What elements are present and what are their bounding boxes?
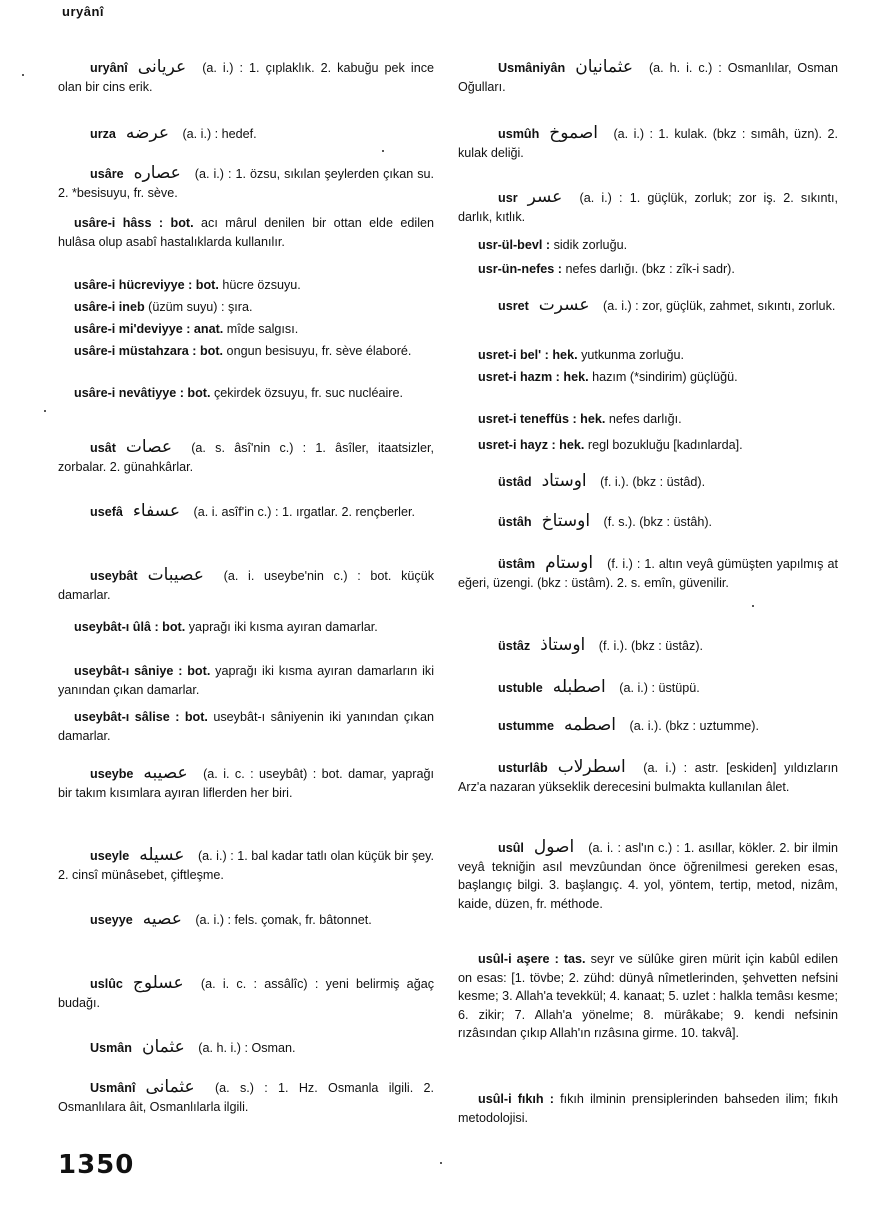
dictionary-entry <box>458 950 838 1043</box>
dictionary-entry <box>458 678 838 698</box>
entry-headword: useybât-ı sâniye : bot. <box>74 664 211 678</box>
entry-arabic-script: اسطرلاب <box>557 757 626 777</box>
entry-headword: urza <box>90 127 116 141</box>
entry-definition: (a. i. asîf'in c.) : 1. ırgatlar. 2. rençberler. <box>190 505 415 519</box>
entry-definition: (a. i.) : 1. çıplaklık. 2. kabuğu pek ince olan bir cins erik. <box>58 61 434 94</box>
entry-headword: üstâm <box>498 557 536 571</box>
dictionary-entry <box>58 124 434 144</box>
dictionary-entry <box>458 58 838 96</box>
entry-definition: (a. i.) : 1. güçlük, zorluk; zor iş. 2. sıkıntı, darlık, kıtlık. <box>458 191 838 224</box>
entry-definition: mîde salgısı. <box>223 322 299 336</box>
entry-headword: usûl-i aşere : tas. <box>478 952 586 966</box>
entry-headword: ustuble <box>498 681 543 695</box>
dictionary-entry <box>458 472 838 492</box>
page-number: 1350 <box>58 1150 135 1180</box>
entry-definition: (a. i.) : fels. çomak, fr. bâtonnet. <box>191 913 372 927</box>
entry-headword: uryânî <box>90 61 128 75</box>
entry-headword: usât <box>90 441 116 455</box>
entry-definition: yaprağı iki kısma ayıran damarların iki yanından çıkan damarlar. <box>58 664 435 697</box>
dictionary-entry <box>58 1038 434 1058</box>
scan-speck <box>22 74 24 76</box>
entry-headword: üstâh <box>498 515 532 529</box>
entry-definition: (üzüm suyu) : şıra. <box>144 300 253 314</box>
entry-headword: usâre-i nevâtiyye : bot. <box>74 386 211 400</box>
entry-arabic-script: اوستاخ <box>541 511 591 531</box>
entry-headword: Usmânî <box>90 1081 136 1095</box>
entry-headword: useyye <box>90 913 133 927</box>
dictionary-entry <box>58 764 434 802</box>
dictionary-entry <box>58 618 434 637</box>
entry-headword: usâre-i müstahzara : bot. <box>74 344 224 358</box>
entry-headword: usturlâb <box>498 761 548 775</box>
dictionary-entry <box>458 838 838 913</box>
entry-arabic-script: عثمان <box>142 1037 185 1057</box>
dictionary-entry <box>458 236 838 255</box>
entry-headword: usmûh <box>498 127 540 141</box>
entry-headword: useyle <box>90 849 130 863</box>
entry-definition: (a. i.). (bkz : uztumme). <box>626 719 759 733</box>
dictionary-entry <box>458 410 838 429</box>
entry-arabic-script: اصول <box>533 837 575 857</box>
entry-definition: (f. i.) : 1. altın veyâ gümüşten yapılmış at eğeri, üzengi. (bkz : üstâm). 2. s. emîn, güvenilir. <box>458 557 838 590</box>
entry-definition: (a. i. useybe'nin c.) : bot. küçük damarlar. <box>58 569 434 602</box>
scan-speck <box>382 150 384 152</box>
entry-definition: acı mârul denilen bir ottan elde edilen hulâsa olup asabî hastalıklarda kullanılır. <box>58 216 434 249</box>
entry-arabic-script: عسر <box>527 187 563 207</box>
scan-speck <box>44 410 46 412</box>
entry-arabic-script: اصموخ <box>549 123 599 143</box>
entry-headword: usret-i teneffüs : hek. <box>478 412 606 426</box>
dictionary-entry <box>58 662 434 699</box>
entry-arabic-script: عثمانى <box>145 1077 195 1097</box>
entry-definition: hücre özsuyu. <box>218 278 301 292</box>
entry-headword: ustumme <box>498 719 554 733</box>
entry-definition: (a. i. : asl'ın c.) : 1. asıllar, kökler. 2. bir ilmin veyâ tekniğin asıl mevzûundan önce öğrenilmesi gereken esas, başlangıç bilgi. 3. başlangıç. 4. yol, yöntem, tertip, metod, nizâm, kaide, düzen, fr. méthode. <box>458 841 838 911</box>
entry-definition: yutkunma zorluğu. <box>577 348 684 362</box>
dictionary-entry <box>58 214 434 251</box>
entry-headword: usret-i hayz : hek. <box>478 438 585 452</box>
entry-definition: (a. i. c. : assâlîc) : yeni belirmiş ağaç budağı. <box>58 977 434 1010</box>
entry-arabic-script: عسفاء <box>132 501 180 521</box>
entry-definition: useybât-ı sâniyenin iki yanından çıkan damarlar. <box>58 710 434 743</box>
dictionary-entry <box>58 384 434 403</box>
running-head: uryânî <box>62 4 105 19</box>
entry-headword: usret <box>498 299 529 313</box>
entry-headword: usret-i hazm : hek. <box>478 370 589 384</box>
entry-arabic-script: اصطمه <box>563 715 617 735</box>
dictionary-entry <box>58 298 434 317</box>
entry-arabic-script: عسلوج <box>132 973 184 993</box>
entry-definition: fıkıh ilminin prensiplerinden bahseden ilim; fıkıh metodolojisi. <box>458 1092 838 1125</box>
entry-definition: (f. i.). (bkz : üstâd). <box>596 475 706 489</box>
dictionary-entry <box>458 716 838 736</box>
entry-definition: (a. i.) : zor, güçlük, zahmet, sıkıntı, zorluk. <box>599 299 836 313</box>
entry-headword: usâre-i hâss : bot. <box>74 216 194 230</box>
dictionary-entry <box>458 296 838 316</box>
entry-headword: uslûc <box>90 977 123 991</box>
entry-headword: usâre <box>90 167 124 181</box>
entry-headword: useybât <box>90 569 138 583</box>
dictionary-entry <box>58 276 434 295</box>
dictionary-entry <box>458 758 838 796</box>
entry-headword: useybe <box>90 767 134 781</box>
entry-headword: usr <box>498 191 518 205</box>
entry-arabic-script: عريانى <box>137 57 187 77</box>
dictionary-entry <box>58 164 434 202</box>
entry-definition: (a. h. i.) : Osman. <box>194 1041 296 1055</box>
entry-headword: usr-ün-nefes : <box>478 262 562 276</box>
entry-definition: çekirdek özsuyu, fr. suc nucléaire. <box>210 386 403 400</box>
entry-definition: (a. s. âsî'nin c.) : 1. âsîler, itaatsizler, zorbalar. 2. günahkârlar. <box>58 441 434 474</box>
entry-arabic-script: اوستاذ <box>540 635 586 655</box>
entry-headword: useybât-ı sâlise : bot. <box>74 710 208 724</box>
entry-definition: (a. h. i. c.) : Osmanlılar, Osman Oğulları. <box>458 61 838 94</box>
entry-definition: (a. s.) : 1. Hz. Osmanla ilgili. 2. Osmanlılara âit, Osmanlılarla ilgili. <box>58 1081 434 1114</box>
entry-headword: usefâ <box>90 505 123 519</box>
entry-definition: sidik zorluğu. <box>550 238 628 252</box>
dictionary-entry <box>458 260 838 279</box>
dictionary-entry <box>458 124 838 162</box>
entry-arabic-script: اوستام <box>545 553 594 573</box>
entry-arabic-script: اصطبله <box>552 677 606 697</box>
entry-definition: (a. i. c. : useybât) : bot. damar, yaprağı bir takım kısımlara ayıran liflerden her biri. <box>58 767 434 800</box>
entry-headword: Usmân <box>90 1041 132 1055</box>
entry-arabic-script: عصاره <box>133 163 181 183</box>
entry-headword: usret-i bel' : hek. <box>478 348 578 362</box>
dictionary-entry <box>58 566 434 604</box>
entry-definition: nefes darlığı. (bkz : zîk-i sadr). <box>561 262 735 276</box>
entry-definition: regl bozukluğu [kadınlarda]. <box>584 438 743 452</box>
dictionary-entry <box>58 974 434 1012</box>
entry-definition: (a. i.) : üstüpü. <box>615 681 700 695</box>
scan-speck <box>752 605 754 607</box>
dictionary-entry <box>458 1090 838 1127</box>
entry-arabic-script: عرضه <box>125 123 169 143</box>
dictionary-entry <box>458 554 838 592</box>
entry-definition: (a. i.) : 1. bal kadar tatlı olan küçük bir şey. 2. cinsî münâsebet, çiftleşme. <box>58 849 434 882</box>
entry-arabic-script: عصيه <box>142 909 182 929</box>
dictionary-entry <box>458 436 838 455</box>
entry-arabic-script: عسيله <box>139 845 185 865</box>
dictionary-entry <box>58 846 434 884</box>
dictionary-entry <box>458 188 838 226</box>
dictionary-entry <box>458 346 838 365</box>
dictionary-entry <box>58 320 434 339</box>
entry-headword: üstâz <box>498 639 531 653</box>
entry-definition: seyr ve sülûke giren mürit için kabûl edilen on esas: [1. tövbe; 2. zühd: dünyâ nîmetlerinden, şehvetten nefsini kesme; 3. Allah'a tevekkül; 4. kanaat; 5. uzlet : halkla temâsı kesme; 6. zikir; 7. Allah'a yönelme; 8. mürâkabe; 9. kendi nefsinin rızâsından çıkıp Allah'ın rızâsına girme. 10. takvâ]. <box>458 952 838 1040</box>
dictionary-entry <box>458 368 838 387</box>
entry-definition: (f. s.). (bkz : üstâh). <box>600 515 713 529</box>
entry-definition: ongun besisuyu, fr. sève élaboré. <box>223 344 412 358</box>
dictionary-entry <box>58 910 434 930</box>
dictionary-entry <box>58 1078 434 1116</box>
entry-headword: usr-ül-bevl : <box>478 238 551 252</box>
entry-arabic-script: عصيبات <box>147 565 204 585</box>
entry-headword: Usmâniyân <box>498 61 566 75</box>
entry-definition: (a. i.) : astr. [eskiden] yıldızların Arz'a nazaran yükseklik derecesini bulmakta kullanılan âlet. <box>458 761 838 794</box>
entry-headword: useybât-ı ûlâ : bot. <box>74 620 186 634</box>
dictionary-entry <box>458 512 838 532</box>
dictionary-entry <box>58 708 434 745</box>
dictionary-entry <box>58 502 434 522</box>
dictionary-entry <box>58 438 434 476</box>
entry-headword: usûl <box>498 841 524 855</box>
entry-definition: nefes darlığı. <box>605 412 682 426</box>
dictionary-entry <box>58 342 434 361</box>
entry-definition: (a. i.) : 1. kulak. (bkz : sımâh, üzn). 2. kulak deliği. <box>458 127 838 160</box>
dictionary-entry <box>58 58 434 96</box>
entry-arabic-script: اوستاد <box>541 471 587 491</box>
entry-definition: hazım (*sindirim) güçlüğü. <box>588 370 738 384</box>
entry-headword: usâre-i mi'deviyye : anat. <box>74 322 224 336</box>
scan-speck <box>440 1162 442 1164</box>
entry-arabic-script: عثمانيان <box>575 57 634 77</box>
entry-definition: (a. i.) : 1. özsu, sıkılan şeylerden çıkan su. 2. *besisuyu, fr. sève. <box>58 167 434 200</box>
entry-definition: (f. i.). (bkz : üstâz). <box>595 639 704 653</box>
entry-headword: usûl-i fıkıh : <box>478 1092 554 1106</box>
entry-arabic-script: عصات <box>125 437 172 457</box>
entry-headword: üstâd <box>498 475 532 489</box>
entry-definition: (a. i.) : hedef. <box>178 127 257 141</box>
entry-headword: usâre-i hücreviyye : bot. <box>74 278 219 292</box>
entry-definition: yaprağı iki kısma ayıran damarlar. <box>185 620 378 634</box>
entry-arabic-script: عصيبه <box>143 763 188 783</box>
entry-headword: usâre-i ineb <box>74 300 145 314</box>
entry-arabic-script: عسرت <box>538 295 590 315</box>
dictionary-entry <box>458 636 838 656</box>
